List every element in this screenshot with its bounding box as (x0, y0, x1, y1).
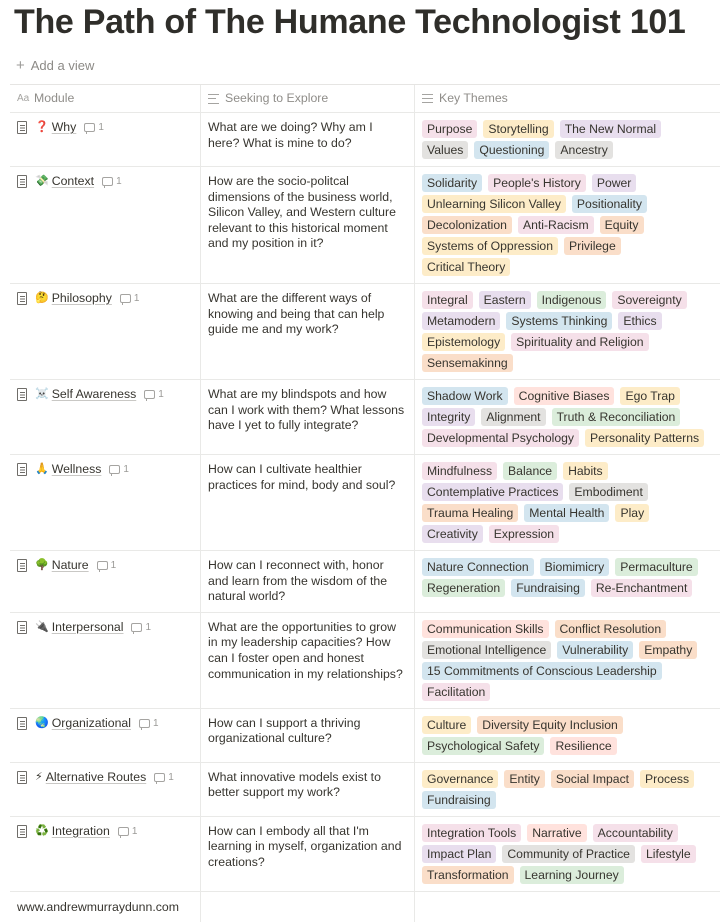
module-name-link[interactable]: Wellness (51, 462, 102, 476)
module-cell[interactable] (10, 763, 201, 816)
theme-tag[interactable]: Spirituality and Religion (511, 333, 648, 351)
seeking-cell[interactable]: What are we doing? Why am I here? What is mine to do? (201, 113, 415, 166)
module-name-link[interactable]: Why (51, 120, 77, 134)
tag-list (422, 462, 713, 543)
page-icon (17, 559, 27, 572)
module-emoji-icon: ☠️ (35, 388, 49, 400)
theme-tag[interactable]: Equity (600, 216, 644, 234)
theme-tag[interactable]: People's History (488, 174, 586, 192)
tag-list (422, 558, 713, 597)
module-cell[interactable] (10, 167, 201, 283)
table-body (10, 113, 720, 892)
theme-tag[interactable]: Privilege (564, 237, 621, 255)
empty-cell (415, 892, 720, 922)
comment-count[interactable]: 1 (131, 620, 151, 636)
comment-count[interactable]: 1 (97, 558, 117, 574)
column-header-module[interactable]: Aa Module (10, 85, 201, 112)
module-cell[interactable] (10, 551, 201, 612)
theme-tag[interactable]: Developmental Psychology (422, 429, 579, 447)
seeking-cell[interactable]: What are my blindspots and how can I work with them? What lessons have I yet to fully integrate? (201, 380, 415, 454)
plus-icon: + (16, 56, 25, 74)
module-cell[interactable] (10, 113, 201, 166)
table-row[interactable] (10, 167, 720, 284)
theme-tag[interactable]: Integral (422, 291, 473, 309)
comment-icon (120, 294, 131, 303)
theme-tag[interactable]: Integration Tools (422, 824, 521, 842)
comment-icon (139, 719, 150, 728)
tag-list (422, 770, 713, 809)
theme-tag[interactable]: Accountability (593, 824, 678, 842)
module-name-link[interactable]: Alternative Routes (45, 769, 147, 784)
comment-icon (84, 123, 95, 132)
comment-icon (154, 773, 165, 782)
theme-tag[interactable]: Eastern (479, 291, 531, 309)
page-icon (17, 388, 27, 401)
theme-tag[interactable]: Purpose (422, 120, 477, 138)
module-emoji-icon: ❓ (35, 121, 49, 133)
theme-tag[interactable]: Anti-Racism (518, 216, 594, 234)
theme-tag[interactable]: Sensemakinng (422, 354, 513, 372)
module-name-link[interactable]: Self Awareness (51, 387, 137, 401)
theme-tag[interactable]: Epistemology (422, 333, 505, 351)
module-name-link[interactable]: Philosophy (51, 291, 112, 305)
theme-tag[interactable]: Biomimicry (540, 558, 610, 576)
theme-tag[interactable]: Ethics (618, 312, 661, 330)
multi-select-icon (422, 94, 433, 104)
table-footer-row (10, 892, 720, 922)
comment-icon (102, 177, 113, 186)
seeking-cell[interactable]: How are the socio-politcal dimensions of the business world, Silicon Valley, and Western culture relevant to this historical moment and my position in it? (201, 167, 415, 283)
theme-tag[interactable]: Nature Connection (422, 558, 534, 576)
theme-tag[interactable]: Power (592, 174, 637, 192)
comment-count[interactable]: 1 (144, 387, 164, 403)
theme-tag[interactable]: Cognitive Biases (514, 387, 615, 405)
seeking-cell[interactable]: What are the different ways of knowing and being that can help guide me and my work? (201, 284, 415, 379)
theme-tag[interactable]: Balance (503, 462, 557, 480)
website-link[interactable]: www.andrewmurraydunn.com (10, 892, 201, 922)
theme-tag[interactable]: Critical Theory (422, 258, 510, 276)
tag-list (422, 120, 713, 159)
module-cell[interactable] (10, 817, 201, 891)
page-icon (17, 292, 27, 305)
module-emoji-icon: 🤔 (35, 292, 49, 304)
theme-tag[interactable]: Permaculture (615, 558, 697, 576)
table-row[interactable] (10, 709, 720, 763)
theme-tag[interactable]: Lifestyle (641, 845, 696, 863)
theme-tag[interactable]: Conflict Resolution (555, 620, 667, 638)
theme-tag[interactable]: 15 Commitments of Conscious Leadership (422, 662, 662, 680)
theme-tag[interactable]: Decolonization (422, 216, 512, 234)
comment-icon (109, 465, 120, 474)
themes-cell[interactable] (415, 167, 720, 283)
theme-tag[interactable]: Diversity Equity Inclusion (477, 716, 622, 734)
module-name-link[interactable]: Integration (51, 823, 110, 838)
theme-tag[interactable]: Psychological Safety (422, 737, 544, 755)
themes-cell[interactable] (415, 455, 720, 550)
table-row[interactable] (10, 380, 720, 455)
theme-tag[interactable]: Entity (504, 770, 544, 788)
table-row[interactable] (10, 763, 720, 817)
themes-cell[interactable] (415, 380, 720, 454)
themes-cell[interactable] (415, 613, 720, 708)
theme-tag[interactable]: Fundraising (422, 791, 496, 809)
theme-tag[interactable]: Impact Plan (422, 845, 496, 863)
database-table (10, 84, 720, 922)
module-name-link[interactable]: Nature (51, 558, 89, 572)
theme-tag[interactable]: Unlearning Silicon Valley (422, 195, 566, 213)
theme-tag[interactable]: Emotional Intelligence (422, 641, 551, 659)
table-row[interactable] (10, 817, 720, 892)
theme-tag[interactable]: Expression (489, 525, 559, 543)
theme-tag[interactable]: Values (422, 141, 468, 159)
column-header-seeking[interactable]: Seeking to Explore (201, 85, 415, 112)
tag-list (422, 716, 713, 755)
theme-tag[interactable]: Re-Enchantment (591, 579, 692, 597)
empty-cell (201, 892, 415, 922)
comment-icon (131, 623, 142, 632)
table-row[interactable] (10, 551, 720, 613)
theme-tag[interactable]: The New Normal (560, 120, 661, 138)
theme-tag[interactable]: Alignment (481, 408, 545, 426)
module-cell[interactable] (10, 455, 201, 550)
module-cell[interactable] (10, 709, 201, 762)
page-icon (17, 463, 27, 476)
theme-tag[interactable]: Narrative (527, 824, 586, 842)
comment-icon (97, 561, 108, 570)
column-header-themes[interactable]: Key Themes (415, 85, 720, 112)
theme-tag[interactable]: Creativity (422, 525, 483, 543)
comment-icon (118, 827, 129, 836)
module-cell[interactable] (10, 613, 201, 708)
themes-cell[interactable] (415, 284, 720, 379)
theme-tag[interactable]: Metamodern (422, 312, 500, 330)
comment-count[interactable]: 1 (84, 120, 104, 136)
module-emoji-icon: 🌏 (35, 716, 49, 729)
page-icon (17, 771, 27, 784)
tag-list (422, 174, 713, 276)
text-property-icon: Aa (17, 92, 30, 104)
theme-tag[interactable]: Truth & Reconciliation (552, 408, 681, 426)
module-emoji-icon: 🙏 (35, 463, 49, 475)
seeking-cell[interactable]: How can I reconnect with, honor and learn from the wisdom of the natural world? (201, 551, 415, 612)
theme-tag[interactable]: Facilitation (422, 683, 490, 701)
theme-tag[interactable]: Mindfulness (422, 462, 497, 480)
comment-count[interactable]: 1 (139, 716, 159, 732)
comment-count[interactable]: 1 (118, 824, 138, 840)
comment-count[interactable]: 1 (154, 770, 174, 786)
comment-icon (144, 390, 155, 399)
module-cell[interactable] (10, 380, 201, 454)
theme-tag[interactable]: Integrity (422, 408, 475, 426)
tag-list (422, 291, 713, 372)
table-row[interactable] (10, 613, 720, 709)
module-cell[interactable] (10, 284, 201, 379)
table-row[interactable] (10, 113, 720, 167)
text-lines-icon (208, 94, 219, 104)
theme-tag[interactable]: Contemplative Practices (422, 483, 563, 501)
seeking-cell[interactable]: What innovative models exist to better support my work? (201, 763, 415, 816)
tag-list (422, 620, 713, 701)
theme-tag[interactable]: Ancestry (555, 141, 612, 159)
table-header (10, 85, 720, 113)
theme-tag[interactable]: Mental Health (524, 504, 609, 522)
tag-list (422, 824, 713, 884)
comment-count[interactable]: 1 (120, 291, 140, 307)
theme-tag[interactable]: Systems of Oppression (422, 237, 558, 255)
theme-tag[interactable]: Positionality (572, 195, 647, 213)
module-emoji-icon: ⚡ (35, 770, 43, 783)
page-icon (17, 825, 27, 838)
theme-tag[interactable]: Communication Skills (422, 620, 549, 638)
theme-tag[interactable]: Solidarity (422, 174, 482, 192)
module-name-link[interactable]: Context (51, 174, 95, 188)
theme-tag[interactable]: Habits (563, 462, 608, 480)
themes-cell[interactable] (415, 709, 720, 762)
theme-tag[interactable]: Vulnerability (557, 641, 633, 659)
page-title: The Path of The Humane Technologist 101 (14, 3, 686, 41)
module-emoji-icon: 🌳 (35, 559, 49, 571)
themes-cell[interactable] (415, 763, 720, 816)
theme-tag[interactable]: Resilience (550, 737, 616, 755)
module-emoji-icon: 💸 (35, 175, 49, 187)
theme-tag[interactable]: Trauma Healing (422, 504, 518, 522)
theme-tag[interactable]: Culture (422, 716, 471, 734)
theme-tag[interactable]: Process (640, 770, 694, 788)
themes-cell[interactable] (415, 551, 720, 612)
theme-tag[interactable]: Systems Thinking (506, 312, 612, 330)
theme-tag[interactable]: Ego Trap (620, 387, 679, 405)
module-emoji-icon: 🔌 (35, 620, 49, 633)
theme-tag[interactable]: Learning Journey (520, 866, 624, 884)
themes-cell[interactable] (415, 817, 720, 891)
page-icon (17, 175, 27, 188)
seeking-cell[interactable]: What are the opportunities to grow in my leadership capacities? How can I foster open and honest communication in my relationships? (201, 613, 415, 708)
comment-count[interactable]: 1 (109, 462, 129, 478)
theme-tag[interactable]: Community of Practice (502, 845, 635, 863)
theme-tag[interactable]: Regeneration (422, 579, 505, 597)
theme-tag[interactable]: Indigenous (537, 291, 607, 309)
theme-tag[interactable]: Empathy (639, 641, 697, 659)
tag-list (422, 387, 713, 447)
theme-tag[interactable]: Questioning (474, 141, 549, 159)
theme-tag[interactable]: Social Impact (551, 770, 634, 788)
add-view-label: Add a view (30, 57, 95, 73)
page-icon (17, 621, 27, 634)
table-row[interactable] (10, 284, 720, 380)
module-name-link[interactable]: Interpersonal (51, 619, 124, 634)
page-icon (17, 717, 27, 730)
seeking-cell[interactable]: How can I embody all that I'm learning in myself, organization and creations? (201, 817, 415, 891)
theme-tag[interactable]: Sovereignty (612, 291, 686, 309)
table-row[interactable] (10, 455, 720, 551)
module-emoji-icon: ♻️ (35, 824, 49, 837)
module-name-link[interactable]: Organizational (51, 715, 131, 730)
comment-count[interactable]: 1 (102, 174, 122, 190)
page-icon (17, 121, 27, 134)
theme-tag[interactable]: Governance (422, 770, 498, 788)
add-view-button[interactable] (16, 56, 94, 74)
seeking-cell[interactable]: How can I cultivate healthier practices for mind, body and soul? (201, 455, 415, 550)
theme-tag[interactable]: Personality Patterns (585, 429, 704, 447)
seeking-cell[interactable]: How can I support a thriving organizational culture? (201, 709, 415, 762)
theme-tag[interactable]: Storytelling (483, 120, 553, 138)
theme-tag[interactable]: Fundraising (511, 579, 585, 597)
theme-tag[interactable]: Embodiment (569, 483, 647, 501)
theme-tag[interactable]: Play (615, 504, 649, 522)
theme-tag[interactable]: Transformation (422, 866, 514, 884)
theme-tag[interactable]: Shadow Work (422, 387, 508, 405)
themes-cell[interactable] (415, 113, 720, 166)
